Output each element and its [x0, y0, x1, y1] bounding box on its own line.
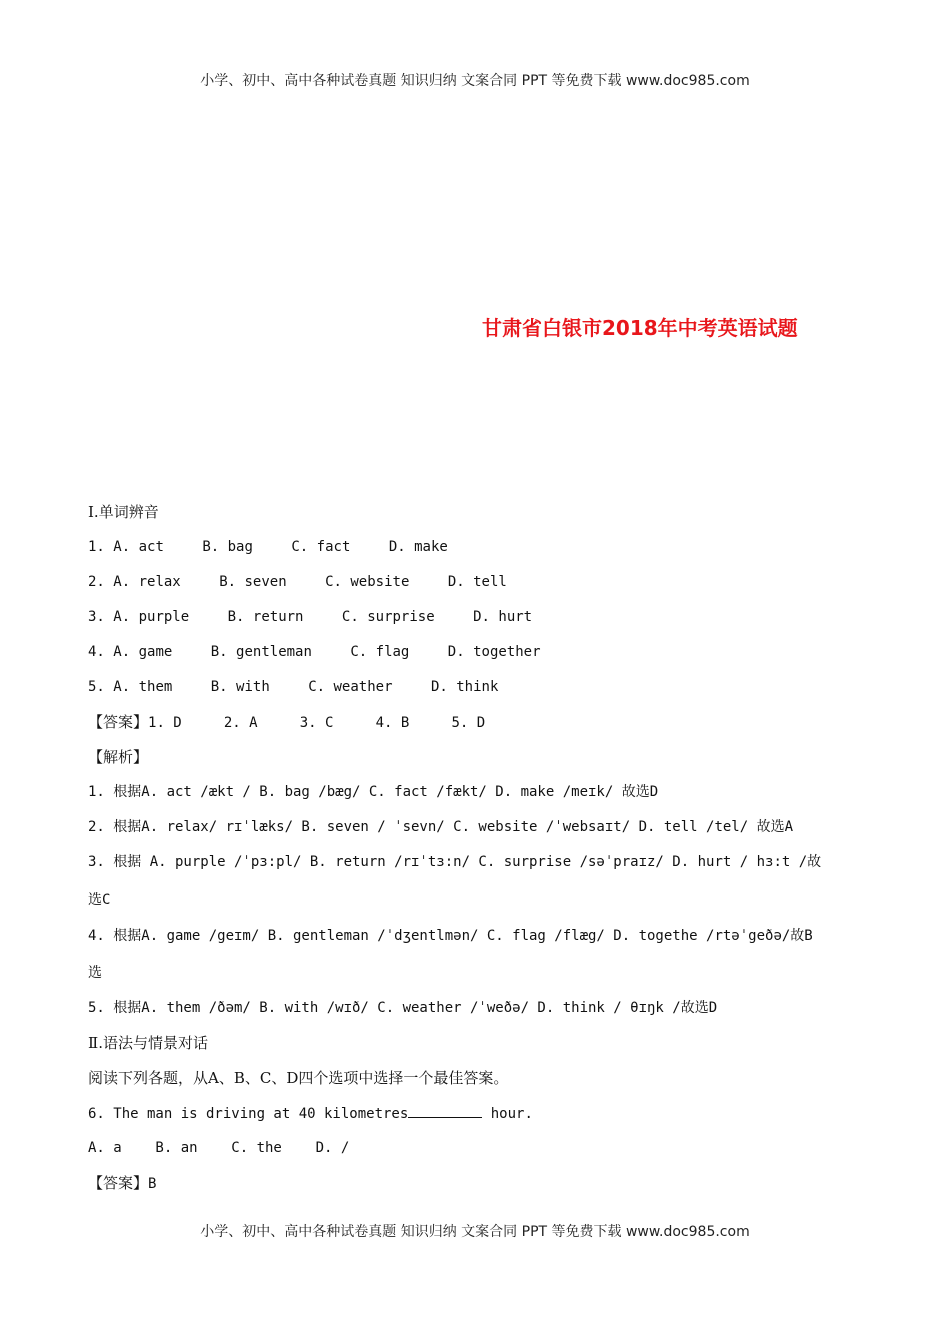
answer-line-6: [88, 1173, 156, 1194]
question-6-options: A. a B. an C. the D. /: [88, 1140, 350, 1156]
analysis-4-cont: 选: [88, 965, 102, 981]
option-word: return: [252, 609, 304, 625]
page-footer: 小学、初中、高中各种试卷真题 知识归纳 文案合同 PPT 等免费下载 www.doc985.com: [200, 1224, 750, 1240]
option-word: weather: [333, 679, 393, 695]
option-word: flag: [375, 644, 410, 660]
analysis-label: 【解析】: [88, 748, 149, 766]
analysis-5: 5. 根据A. them /ðəm/ B. with /wɪð/ C. weather /ˈweðə/ D. think / θɪŋk /故选D: [88, 1000, 718, 1016]
option-word: fact: [316, 539, 351, 555]
option-word: game: [138, 644, 173, 660]
answers: 1. D 2. A 3. C 4. B 5. D: [148, 715, 486, 731]
section-1-heading: I.单词辨音: [88, 503, 159, 521]
option-word: hurt: [498, 609, 533, 625]
section-2-heading: Ⅱ.语法与情景对话: [88, 1034, 208, 1052]
question-2: 2. A. relax B. seven C. website D. tell: [88, 574, 507, 590]
answer-line: [88, 712, 485, 733]
analysis-4: 4. 根据A. game /geɪm/ B. gentleman /ˈdʒentlmən/ C. flag /flæg/ D. togethe /rtəˈgeðə/故B: [88, 928, 813, 944]
page-header: 小学、初中、高中各种试卷真题 知识归纳 文案合同 PPT 等免费下载 www.doc985.com: [200, 73, 750, 89]
analysis-3-cont: 选C: [88, 892, 111, 908]
option-word: website: [350, 574, 410, 590]
question-number: 4.: [88, 644, 105, 660]
analysis-1: 1. 根据A. act /ækt / B. bag /bæg/ C. fact /fækt/ D. make /meɪk/ 故选D: [88, 784, 659, 800]
option-word: tell: [473, 574, 507, 590]
question-6-text: 6. The man is driving at 40 kilometres: [88, 1106, 409, 1122]
answer-label: 【答案】: [88, 1174, 149, 1192]
question-3: 3. A. purple B. return C. surprise D. hurt: [88, 609, 533, 625]
option-word: seven: [244, 574, 287, 590]
option-word: with: [236, 679, 270, 695]
option-word: them: [138, 679, 173, 695]
analysis-2: 2. 根据A. relax/ rɪˈlæks/ B. seven / ˈsevn/ C. website /ˈwebsaɪt/ D. tell /tel/ 故选A: [88, 819, 794, 835]
document-title: 甘肃省白银市2018年中考英语试题: [482, 316, 798, 340]
question-6: 6. The man is driving at 40 kilometres hour.: [88, 1103, 533, 1124]
answer-label: 【答案】: [88, 713, 149, 731]
option-word: act: [138, 539, 164, 555]
option-word: surprise: [367, 609, 435, 625]
option-word: purple: [138, 609, 190, 625]
option-word: relax: [138, 574, 181, 590]
option-word: bag: [227, 539, 253, 555]
question-number: 3.: [88, 609, 105, 625]
question-number: 2.: [88, 574, 105, 590]
question-1: 1. A. act B. bag C. fact D. make: [88, 539, 448, 555]
question-4: 4. A. game B. gentleman C. flag D. together: [88, 644, 541, 660]
question-5: 5. A. them B. with C. weather D. think: [88, 679, 499, 695]
analysis-3: 3. 根据 A. purple /ˈpɜ:pl/ B. return /rɪˈtɜ:n/ C. surprise /səˈpraɪz/ D. hurt / hɜ:t /故: [88, 854, 822, 870]
option-word: gentleman: [236, 644, 312, 660]
question-number: 5.: [88, 679, 105, 695]
question-number: 1.: [88, 539, 105, 555]
answer: B: [148, 1176, 157, 1192]
option-word: together: [473, 644, 541, 660]
answer-blank[interactable]: [408, 1103, 482, 1118]
option-word: think: [456, 679, 499, 695]
option-word: make: [414, 539, 448, 555]
section-2-instruction: 阅读下列各题，从A、B、C、D四个选项中选择一个最佳答案。: [88, 1069, 509, 1087]
